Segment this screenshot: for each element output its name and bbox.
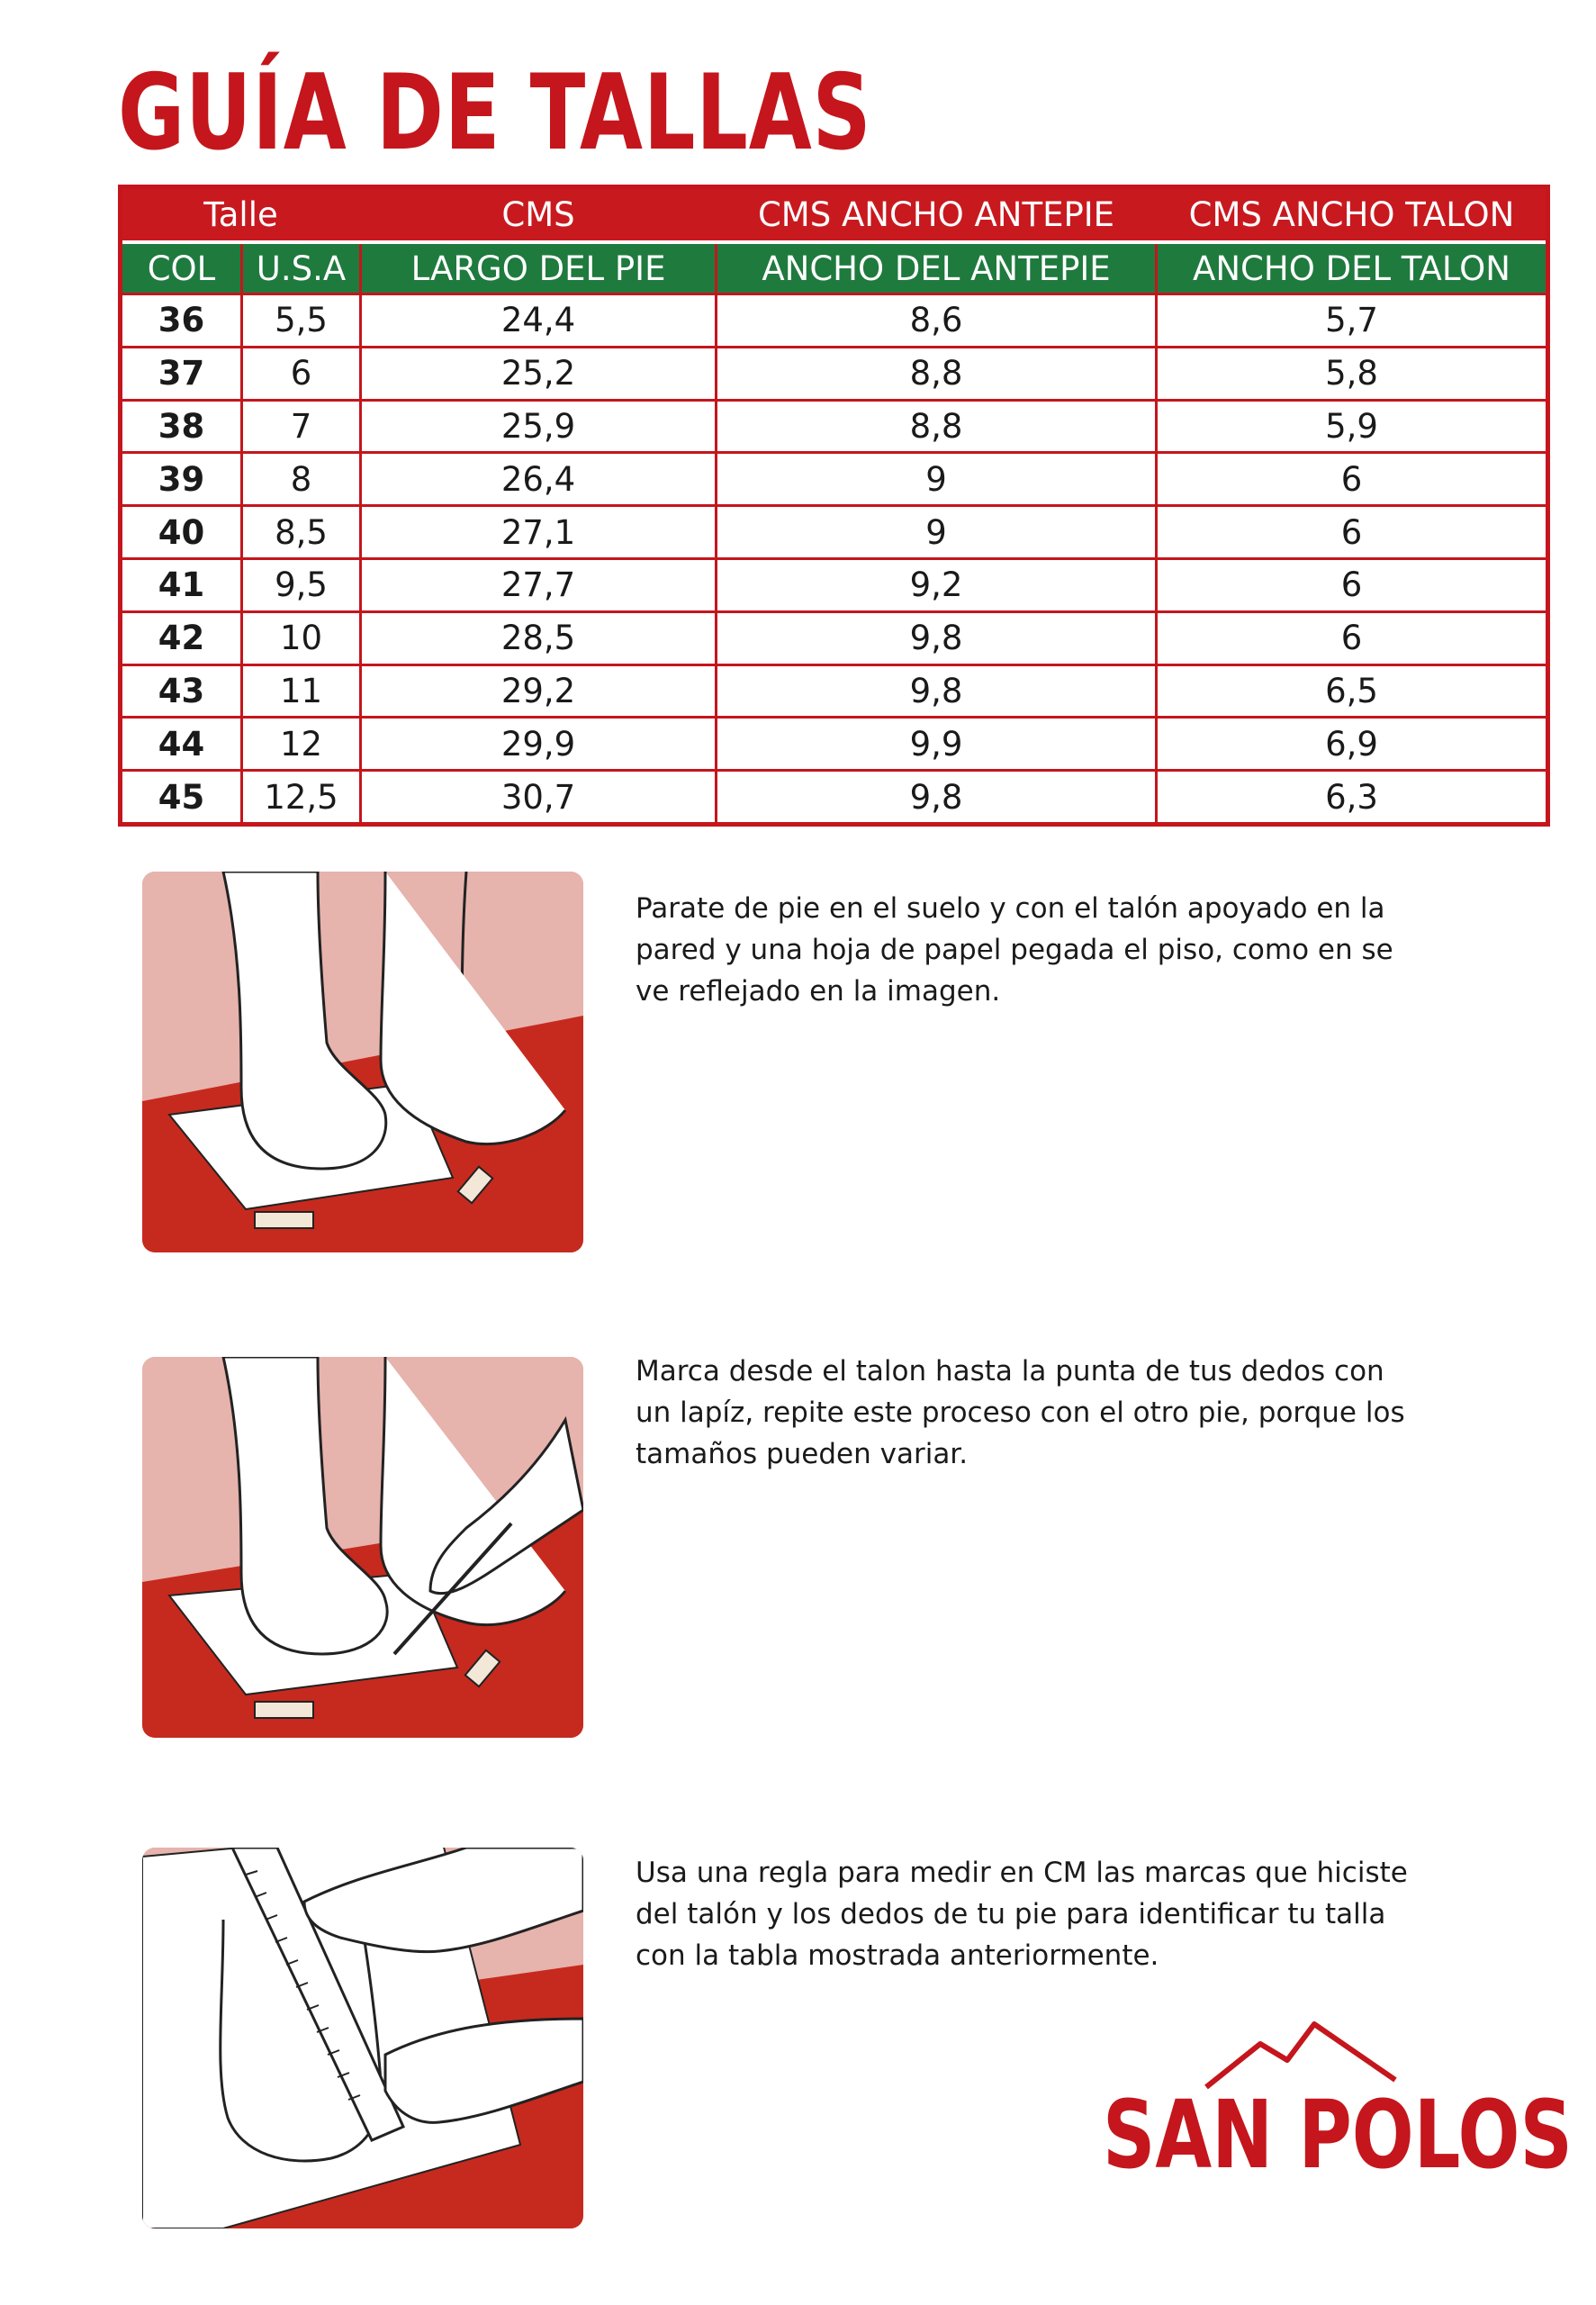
cell-largo: 29,2 xyxy=(361,664,717,718)
cell-largo: 26,4 xyxy=(361,453,717,506)
cell-ancho-antepie: 9 xyxy=(717,453,1157,506)
header-talle: Talle xyxy=(121,187,361,243)
table-row xyxy=(121,506,1548,559)
cell-largo: 28,5 xyxy=(361,611,717,664)
cell-largo: 27,7 xyxy=(361,558,717,611)
cell-ancho-talon: 5,8 xyxy=(1157,347,1548,400)
cell-col: 37 xyxy=(121,347,242,400)
cell-ancho-antepie: 9,9 xyxy=(717,718,1157,771)
header-cms-ancho-antepie: CMS ANCHO ANTEPIE xyxy=(717,187,1157,243)
table-row xyxy=(121,453,1548,506)
table-header-sub xyxy=(121,242,1548,294)
cell-col: 36 xyxy=(121,294,242,348)
cell-col: 41 xyxy=(121,558,242,611)
step-3-illustration xyxy=(142,1848,583,2228)
cell-ancho-talon: 6 xyxy=(1157,506,1548,559)
table-row xyxy=(121,294,1548,348)
cell-usa: 9,5 xyxy=(242,558,361,611)
cell-usa: 8 xyxy=(242,453,361,506)
table-row xyxy=(121,611,1548,664)
cell-col: 44 xyxy=(121,718,242,771)
cell-usa: 12 xyxy=(242,718,361,771)
step-2-text: Marca desde el talon hasta la punta de tus dedos con un lapíz, repite este proceso con el otro pie, porque los tamaños pueden variar. xyxy=(636,1355,1405,1470)
cell-col: 45 xyxy=(121,771,242,825)
cell-usa: 5,5 xyxy=(242,294,361,348)
cell-usa: 6 xyxy=(242,347,361,400)
cell-col: 43 xyxy=(121,664,242,718)
table-row xyxy=(121,400,1548,453)
table-row xyxy=(121,664,1548,718)
size-table xyxy=(118,185,1550,827)
step-1-illustration xyxy=(142,872,583,1252)
header-ancho-del-antepie: ANCHO DEL ANTEPIE xyxy=(717,242,1157,294)
cell-ancho-talon: 5,9 xyxy=(1157,400,1548,453)
cell-ancho-antepie: 8,8 xyxy=(717,347,1157,400)
cell-ancho-antepie: 8,6 xyxy=(717,294,1157,348)
cell-ancho-antepie: 9,8 xyxy=(717,771,1157,825)
cell-largo: 25,9 xyxy=(361,400,717,453)
cell-ancho-talon: 6,5 xyxy=(1157,664,1548,718)
cell-ancho-talon: 6 xyxy=(1157,611,1548,664)
table-row xyxy=(121,347,1548,400)
cell-usa: 10 xyxy=(242,611,361,664)
cell-largo: 25,2 xyxy=(361,347,717,400)
page-title: GUÍA DE TALLAS xyxy=(118,52,872,174)
cell-ancho-talon: 6 xyxy=(1157,453,1548,506)
brand-name: SAN POLOS xyxy=(1103,2080,1573,2190)
header-col: COL xyxy=(121,242,242,294)
cell-usa: 8,5 xyxy=(242,506,361,559)
cell-ancho-antepie: 9,8 xyxy=(717,611,1157,664)
header-usa: U.S.A xyxy=(242,242,361,294)
cell-usa: 12,5 xyxy=(242,771,361,825)
cell-ancho-antepie: 9,8 xyxy=(717,664,1157,718)
cell-largo: 29,9 xyxy=(361,718,717,771)
cell-ancho-antepie: 9 xyxy=(717,506,1157,559)
cell-ancho-talon: 5,7 xyxy=(1157,294,1548,348)
table-row xyxy=(121,558,1548,611)
cell-col: 42 xyxy=(121,611,242,664)
cell-ancho-antepie: 9,2 xyxy=(717,558,1157,611)
step-1-text: Parate de pie en el suelo y con el talón apoyado en la pared y una hoja de papel pegada el piso, como en se ve reflejado en la imagen. xyxy=(636,892,1393,1008)
header-largo-del-pie: LARGO DEL PIE xyxy=(361,242,717,294)
header-cms-ancho-talon: CMS ANCHO TALON xyxy=(1157,187,1548,243)
cell-usa: 7 xyxy=(242,400,361,453)
step-3-text: Usa una regla para medir en CM las marcas que hiciste del talón y los dedos de tu pie para identificar tu talla con la tabla mostrada anteriormente. xyxy=(636,1857,1408,1972)
cell-col: 39 xyxy=(121,453,242,506)
header-ancho-del-talon: ANCHO DEL TALON xyxy=(1157,242,1548,294)
cell-ancho-talon: 6 xyxy=(1157,558,1548,611)
cell-ancho-antepie: 8,8 xyxy=(717,400,1157,453)
cell-largo: 27,1 xyxy=(361,506,717,559)
step-2-illustration xyxy=(142,1357,583,1738)
table-row xyxy=(121,771,1548,825)
header-cms: CMS xyxy=(361,187,717,243)
cell-col: 38 xyxy=(121,400,242,453)
table-row xyxy=(121,718,1548,771)
cell-usa: 11 xyxy=(242,664,361,718)
cell-largo: 24,4 xyxy=(361,294,717,348)
cell-ancho-talon: 6,9 xyxy=(1157,718,1548,771)
cell-largo: 30,7 xyxy=(361,771,717,825)
cell-ancho-talon: 6,3 xyxy=(1157,771,1548,825)
cell-col: 40 xyxy=(121,506,242,559)
table-header-top xyxy=(121,187,1548,243)
